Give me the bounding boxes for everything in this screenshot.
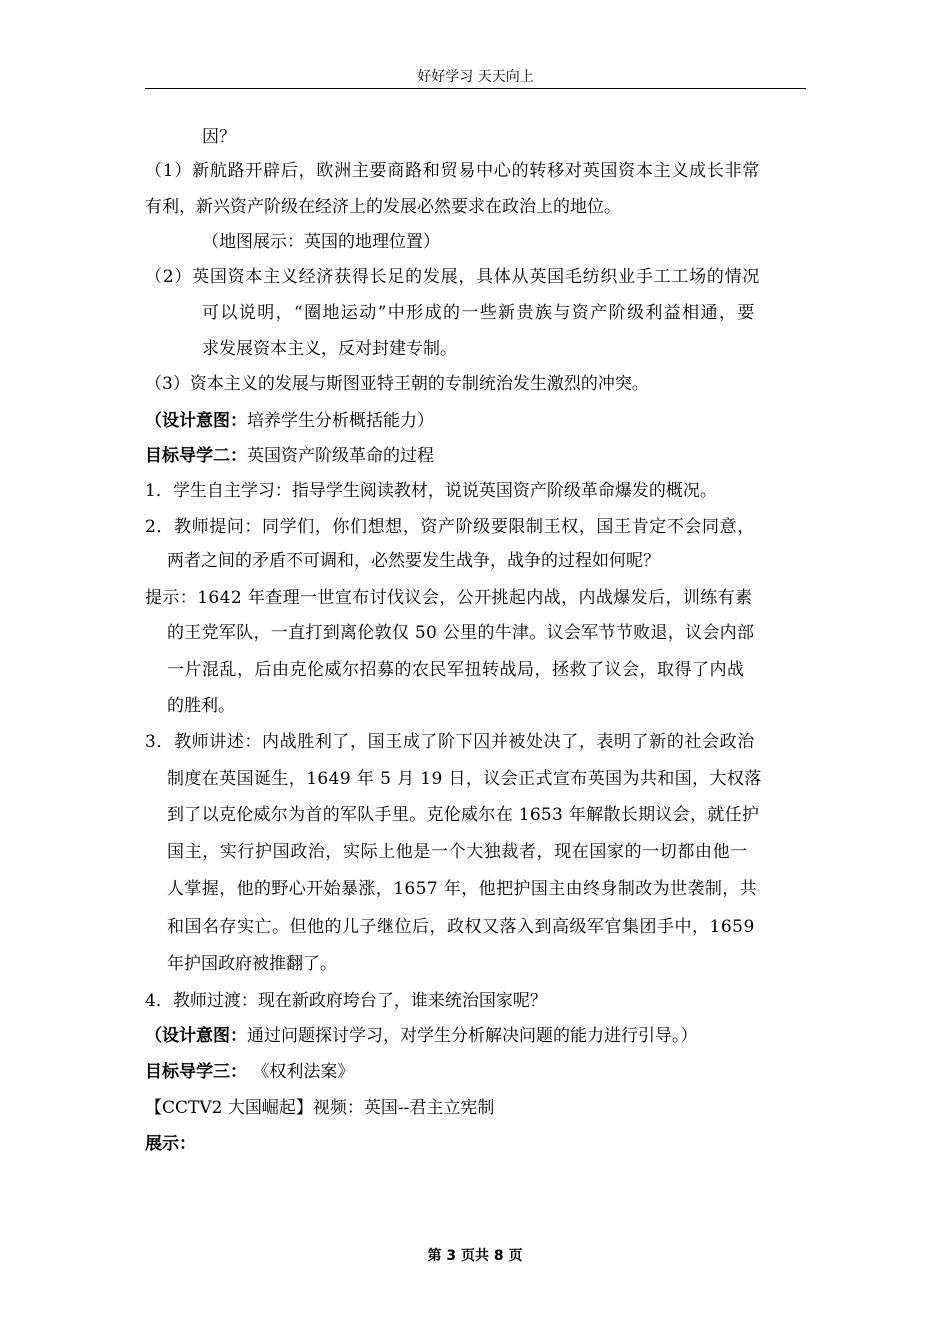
text-line: 可以说明，“圈地运动”中形成的一些新贵族与资产阶级利益相通，要: [202, 303, 756, 323]
text-line: 求发展资本主义，反对封建专制。: [202, 339, 457, 359]
text-line: 到了以克伦威尔为首的军队手里。克伦威尔在 1653 年解散长期议会，就任护: [167, 805, 760, 825]
text-line: 国主，实行护国政治，实际上他是一个大独裁者，现在国家的一切都由他一: [167, 842, 748, 862]
text-line: （1）新航路开辟后，欧洲主要商路和贸易中心的转移对英国资本主义成长非常: [145, 161, 761, 181]
text-line: 因？: [202, 127, 236, 147]
text-line: （3）资本主义的发展与斯图亚特王朝的专制统治发生激烈的冲突。: [145, 374, 649, 394]
list-item: 1．学生自主学习：指导学生阅读教材，说说英国资产阶级革命爆发的概况。: [145, 481, 717, 501]
design-intent-line: （设计意图：培养学生分析概括能力）: [145, 411, 434, 431]
list-item: 4．教师过渡：现在新政府垮台了，谁来统治国家呢？: [145, 991, 547, 1011]
page-number: 第 3 页共 8 页: [427, 1248, 523, 1264]
section-label: 目标导学三：: [145, 1062, 247, 1082]
design-intent-line: （设计意图：通过问题探讨学习，对学生分析解决问题的能力进行引导。）: [145, 1026, 698, 1046]
text-line: 年护国政府被推翻了。: [167, 954, 337, 974]
list-item: 3．教师讲述：内战胜利了，国王成了阶下囚并被处决了，表明了新的社会政治: [145, 732, 755, 752]
list-item: 2．教师提问：同学们，你们想想，资产阶级要限制王权，国王肯定不会同意，: [145, 517, 755, 537]
section-heading: 目标导学二：英国资产阶级革命的过程: [145, 446, 434, 466]
text-line: 人掌握，他的野心开始暴涨，1657 年，他把护国主由终身制改为世袭制，共: [167, 879, 758, 899]
page-header: 好好学习 天天向上: [145, 66, 806, 89]
design-intent-label: （设计意图：: [145, 1026, 247, 1046]
text-line: 制度在英国诞生，1649 年 5 月 19 日，议会正式宣布英国为共和国，大权落: [167, 769, 762, 789]
text-line: 和国名存实亡。但他的儿子继位后，政权又落入到高级军官集团手中，1659: [167, 917, 755, 937]
section-heading: 目标导学三： 《权利法案》: [145, 1062, 355, 1082]
text-line: 两者之间的矛盾不可调和，必然要发生战争，战争的过程如何呢？: [167, 551, 660, 571]
video-line: 【CCTV2 大国崛起】视频：英国--君主立宪制: [145, 1098, 495, 1118]
section-label: 目标导学二：: [145, 446, 247, 466]
display-label: 展示：: [145, 1134, 196, 1154]
text-line: （地图展示：英国的地理位置）: [202, 232, 440, 252]
text-line: 有利，新兴资产阶级在经济上的发展必然要求在政治上的地位。: [145, 197, 621, 217]
text-line: 一片混乱，后由克伦威尔招募的农民军扭转战局，拯救了议会，取得了内战: [167, 660, 745, 680]
hint-line: 提示：1642 年查理一世宣布讨伐议会，公开挑起内战，内战爆发后，训练有素: [145, 588, 753, 608]
design-intent-label: （设计意图：: [145, 411, 247, 431]
text-line: 的胜利。: [167, 696, 235, 716]
text-line: （2）英国资本主义经济获得长足的发展，具体从英国毛纺织业手工工场的情况: [145, 267, 761, 287]
text-line: 的王党军队，一直打到离伦敦仅 50 公里的牛津。议会军节节败退，议会内部: [167, 623, 755, 643]
